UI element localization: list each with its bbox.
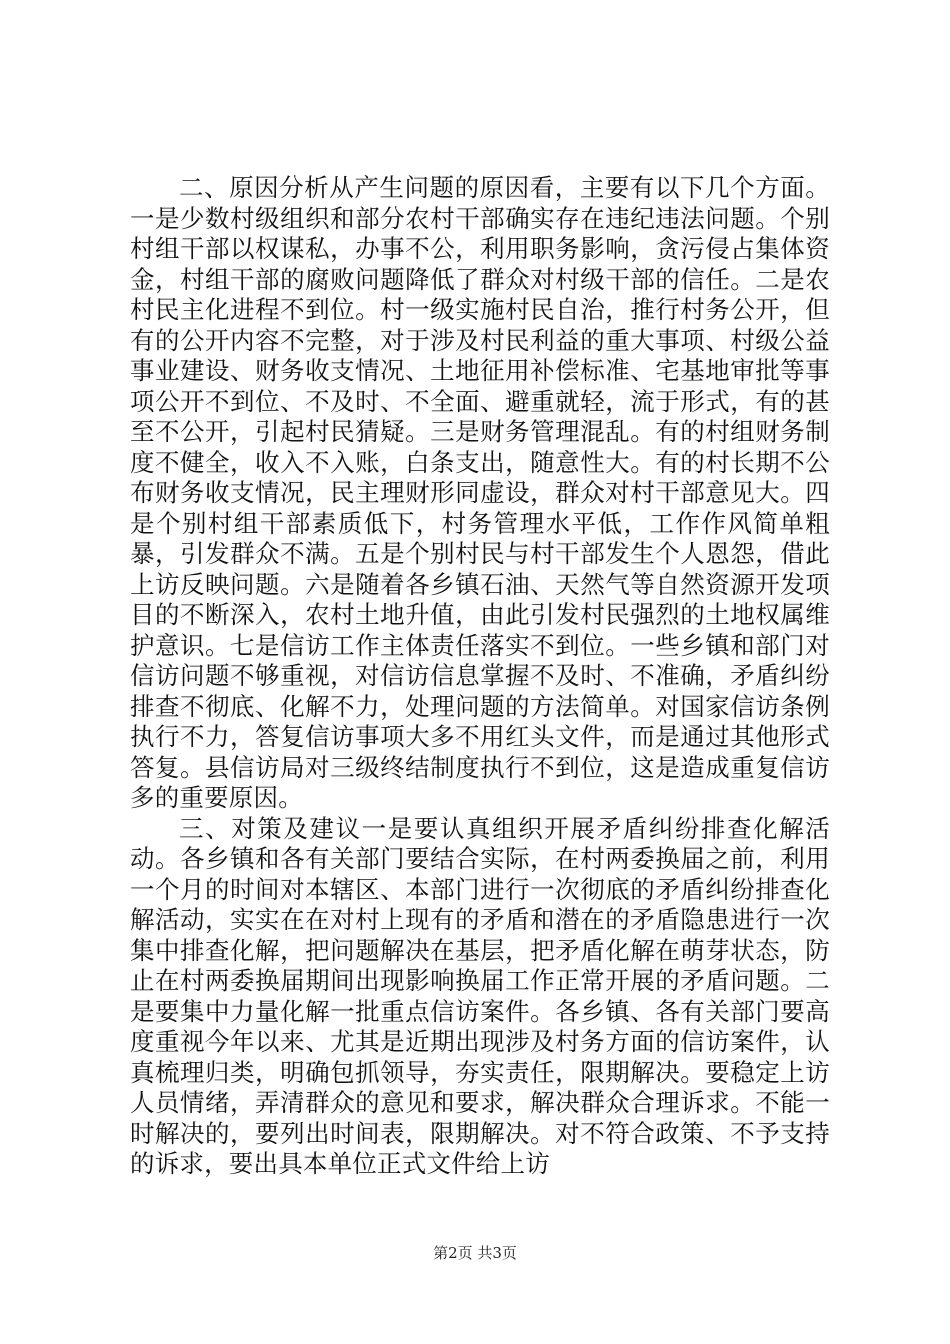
- paragraph-countermeasures: 三、对策及建议一是要认真组织开展矛盾纠纷排查化解活动。各乡镇和各有关部门要结合实际，在村两委换届之前，利用一个月的时间对本辖区、本部门进行一次彻底的矛盾纠纷排查化解活动，实实在在对村上现有的矛盾和潜在的矛盾隐患进行一次集中排查化解，把问题解决在基层，把矛盾化解在萌芽状态，防止在村两委换届期间出现影响换届工作正常开展的矛盾问题。二是要集中力量化解一批重点信访案件。各乡镇、各有关部门要高度重视今年以来、尤其是近期出现涉及村务方面的信访案件，认真梳理归类，明确包抓领导，夯实责任，限期解决。要稳定上访人员情绪，弄清群众的意见和要求，解决群众合理诉求。不能一时解决的，要列出时间表，限期解决。对不符合政策、不予支持的诉求，要出具本单位正式文件给上访: [130, 813, 830, 1178]
- paragraph-cause-analysis: 二、原因分析从产生问题的原因看，主要有以下几个方面。一是少数村级组织和部分农村干部确实存在违纪违法问题。个别村组干部以权谋私，办事不公，利用职务影响，贪污侵占集体资金，村组干部的腐败问题降低了群众对村级干部的信任。二是农村民主化进程不到位。村一级实施村民自治，推行村务公开，但有的公开内容不完整，对于涉及村民利益的重大事项、村级公益事业建设、财务收支情况、土地征用补偿标准、宅基地审批等事项公开不到位、不及时、不全面、避重就轻，流于形式，有的甚至不公开，引起村民猜疑。三是财务管理混乱。有的村组财务制度不健全，收入不入账，白条支出，随意性大。有的村长期不公布财务收支情况，民主理财形同虚设，群众对村干部意见大。四是个别村组干部素质低下，村务管理水平低，工作作风简单粗暴，引发群众不满。五是个别村民与村干部发生个人恩怨，借此上访反映问题。六是随着各乡镇石油、天然气等自然资源开发项目的不断深入，农村土地升值，由此引发村民强烈的土地权属维护意识。七是信访工作主体责任落实不到位。一些乡镇和部门对信访问题不够重视，对信访信息掌握不及时、不准确，矛盾纠纷排查不彻底、化解不力，处理问题的方法简单。对国家信访条例执行不力，答复信访事项大多不用红头文件，而是通过其他形式答复。县信访局对三级终结制度执行不到位，这是造成重复信访多的重要原因。: [130, 173, 830, 812]
- page-footer: 第2页 共3页: [433, 1244, 517, 1262]
- document-body: [130, 173, 830, 1180]
